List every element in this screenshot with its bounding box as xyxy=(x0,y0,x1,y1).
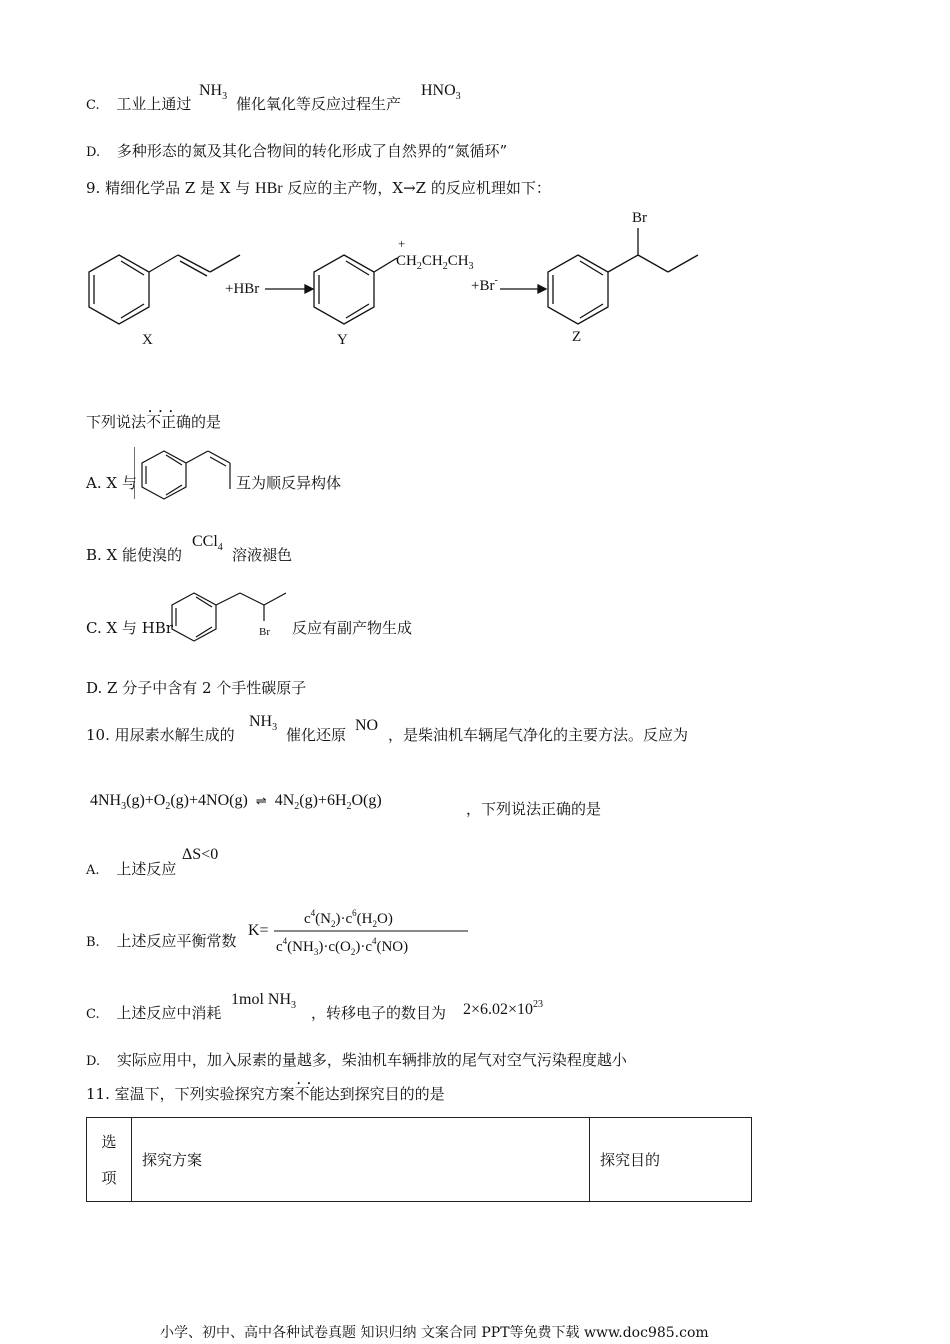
q9-stem: 9. 精细化学品 Z 是 X 与 HBr 反应的主产物，X→Z 的反应机理如下： xyxy=(86,179,551,197)
q9-option-a-tail: 互为顺反异构体 xyxy=(236,474,342,492)
reaction-equation: $4NH_3(g)+O_2(g)+4NO(g)$ ⇌ $4N_2(g)+6H_2O(g)$ xyxy=(90,792,382,812)
q9-question: 下列说法• • • 不正确的是 xyxy=(86,412,221,432)
q9-option-a: A. X 与 xyxy=(86,474,137,492)
q10-c-mol: 1mol $NH_3$ xyxy=(231,991,296,1011)
svg-text:+HBr: +HBr xyxy=(225,281,260,297)
svg-text:Br: Br xyxy=(259,626,270,638)
svg-text:X: X xyxy=(142,332,153,348)
q8-option-d: D. 多种形态的氮及其化合物间的转化形成了自然界的“氮循环” xyxy=(86,142,508,160)
q10-stem: 10. 用尿素水解生成的 xyxy=(86,726,235,744)
q8-c-nh3: $NH_3$ xyxy=(199,82,228,102)
q10-option-c: C. 上述反应中消耗 xyxy=(86,1004,222,1022)
col-option: 选 项 xyxy=(87,1118,132,1202)
side-product-structure xyxy=(166,585,296,645)
q9-option-b: B. X 能使溴的 xyxy=(86,546,183,564)
table-header-row xyxy=(87,1118,752,1202)
entropy-expression: ΔS<0 xyxy=(182,846,219,863)
svg-text:c4(N2)·c6(H2O): $c^4(N_2)\cdot c^6(H_2O)$ xyxy=(304,908,393,929)
svg-text:Y: Y xyxy=(337,332,348,348)
svg-text:K=: K= xyxy=(248,922,269,939)
svg-text:+Br-: +Br- xyxy=(471,275,498,294)
q10-option-b: B. 上述反应平衡常数 xyxy=(86,932,237,950)
experiment-table xyxy=(86,1117,752,1202)
electron-count: $2\times 6.02\times 10^{23}$ xyxy=(463,999,544,1018)
q9-option-d: D. Z 分子中含有 2 个手性碳原子 xyxy=(86,679,307,697)
svg-text:c4(NH3)·c(O2)·c4(NO): $c^4(NH_3)\cdot c(O_2)\cdot c^4(NO)$ xyxy=(276,936,409,957)
svg-text:CH2CH2CH3: $CH_2CH_2CH_3$ xyxy=(396,253,474,272)
q10-eq-tail: ，下列说法正确的是 xyxy=(466,800,602,818)
col-plan: 探究方案 xyxy=(132,1118,590,1202)
page-footer: 小学、初中、高中各种试卷真题 知识归纳 文案合同 PPT等免费下载 www.doc985.com xyxy=(160,1325,709,1341)
q10-stem3: ，是柴油机车辆尾气净化的主要方法。反应为 xyxy=(388,726,689,744)
q10-option-a: A. 上述反应 xyxy=(86,860,177,878)
svg-text:Z: Z xyxy=(572,329,582,345)
col-purpose: 探究目的 xyxy=(590,1118,752,1202)
cis-isomer-structure xyxy=(134,445,244,505)
reaction-scheme xyxy=(0,200,950,360)
q10-option-d: D. 实际应用中，加入尿素的量越多，柴油机车辆排放的尾气对空气污染程度越小 xyxy=(86,1051,627,1069)
svg-text:Br: Br xyxy=(632,210,647,226)
q8-c-hno3: $HNO_3$ xyxy=(421,82,461,102)
equilibrium-constant-formula xyxy=(246,903,476,963)
q8-option-c: C. 工业上通过 xyxy=(86,95,192,113)
q10-nh3: $NH_3$ xyxy=(249,713,278,733)
q10-stem2: 催化还原 xyxy=(286,726,347,744)
ccl4: CCl$_4$ xyxy=(192,533,223,553)
q8-c-text2: 催化氧化等反应过程生产 xyxy=(236,95,402,113)
q10-c-text2: ，转移电子的数目为 xyxy=(311,1004,447,1022)
svg-text:+: + xyxy=(398,236,406,251)
q9-option-b-tail: 溶液褪色 xyxy=(232,546,293,564)
q11-stem: 11. 室温下，下列实验探究方案• • 不能达到探究目的的是 xyxy=(86,1084,445,1104)
q9-option-c-tail: 反应有副产物生成 xyxy=(292,619,413,637)
q9-option-c: C. X 与 HBr xyxy=(86,619,173,637)
benzene-y xyxy=(314,255,397,324)
benzene-z xyxy=(548,228,698,324)
q10-no: NO xyxy=(355,717,379,734)
benzene-x xyxy=(89,255,240,324)
